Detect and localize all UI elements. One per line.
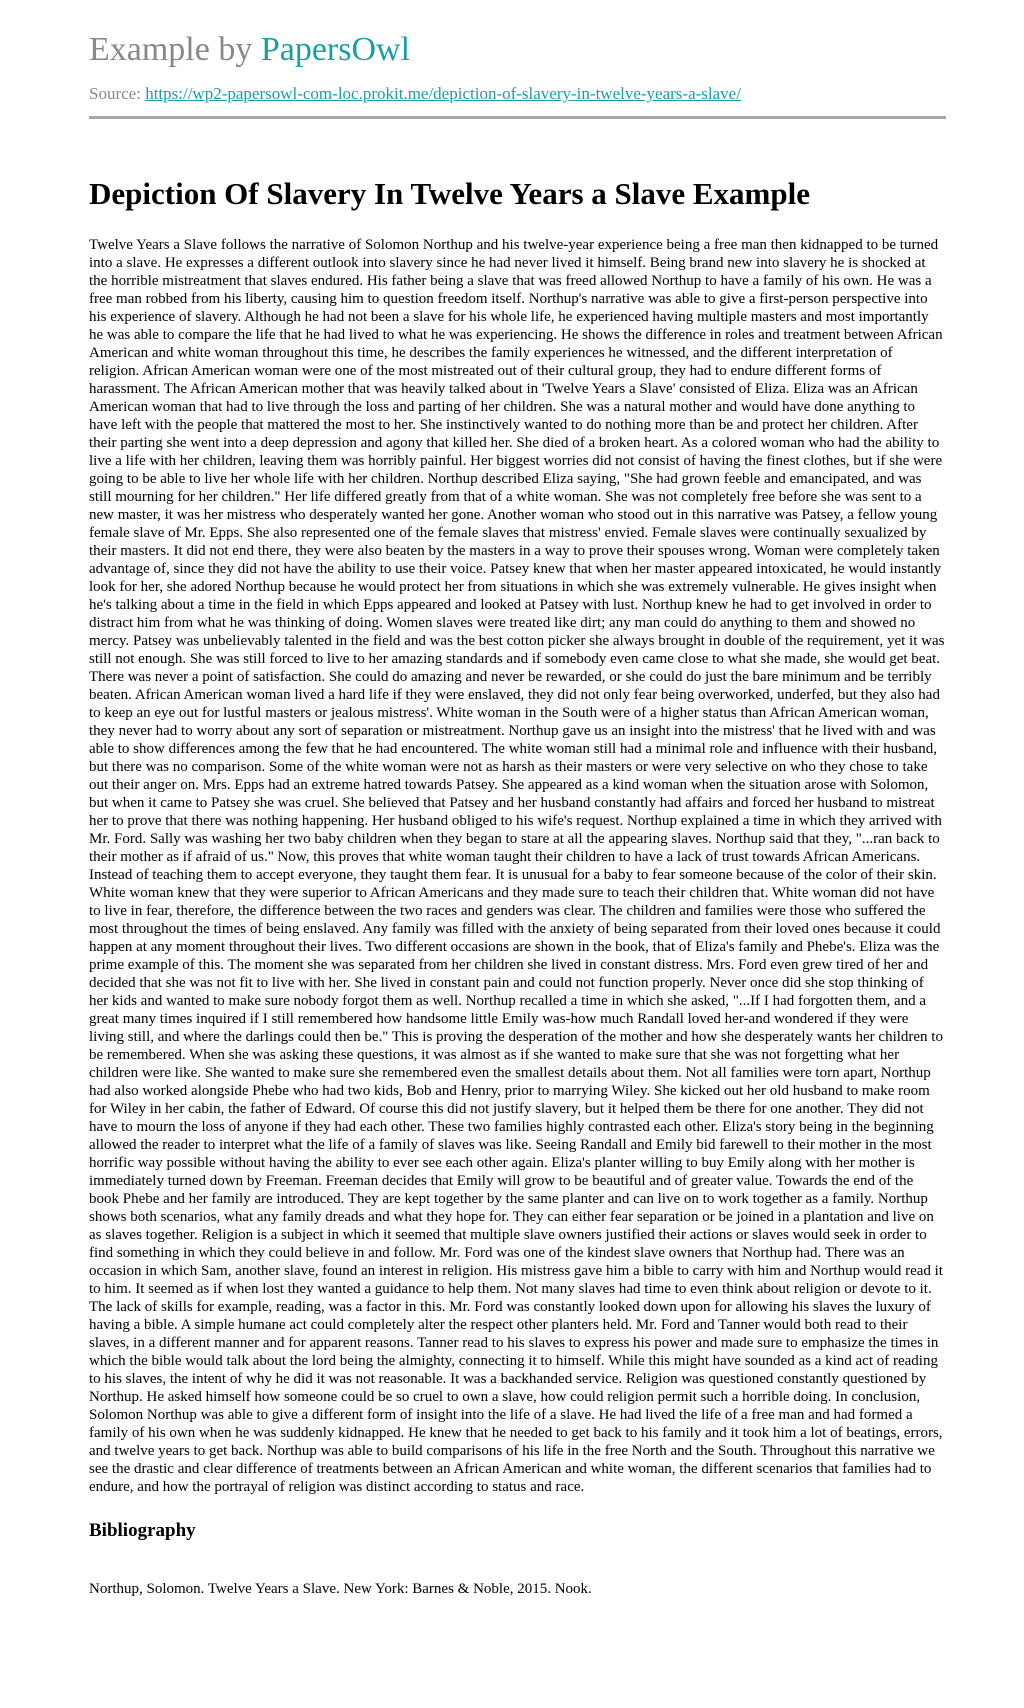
bibliography-list: [89, 1580, 946, 1598]
document-page: [89, 0, 946, 1598]
brand-prefix: Example by: [89, 31, 253, 68]
article-paragraph: Twelve Years a Slave follows the narrative of Solomon Northup and his twelve-year experience being a free man then kidnapped to be turned into a slave. He expresses a different outlook into slavery since he had never lived it himself. Being brand new into slavery he is shocked at the horrible mistreatment that slaves endured. His father being a slave that was freed allowed Northup to have a family of his own. He was a free man robbed from his liberty, causing him to question freedom itself. Northup's narrative was able to give a first-person perspective into his experience of slavery. Although he had not been a slave for his whole life, he experienced having multiple masters and most importantly he was able to compare the life that he had lived to what he was experiencing. He shows the difference in roles and treatment between African American and white woman throughout this time, he describes the family experiences he witnessed, and the different interpretation of religion. African American woman were one of the most mistreated out of their cultural group, they had to endure different forms of harassment. The African American mother that was heavily talked about in 'Twelve Years a Slave' consisted of Eliza. Eliza was an African American woman that had to live through the loss and parting of her children. She was a natural mother and would have done anything to have left with the people that mattered the most to her. She instinctively wanted to do nothing more than be and protect her children. After their parting she went into a deep depression and agony that killed her. She died of a broken heart. As a colored woman who had the ability to live a life with her children, leaving them was horribly painful. Her biggest worries did not consist of having the finest clothes, but if she were going to be able to live her whole life with her children. Northup described Eliza saying, "She had grown feeble and emancipated, and was still mourning for her children." Her life differed greatly from that of a white woman. She was not completely free before she was sent to a new master, it was her mistress who desperately wanted her gone. Another woman who stood out in this narrative was Patsey, a fellow young female slave of Mr. Epps. She also represented one of the female slaves that mistress' envied. Female slaves were continually sexualized by their masters. It did not end there, they were also beaten by the masters in a way to prove their spouses wrong. Woman were completely taken advantage of, since they did not have the ability to use their voice. Patsey knew that when her master appeared intoxicated, he would instantly look for her, she adored Northup because he would protect her from situations in which she was extremely vulnerable. He gives insight when he's talking about a time in the field in which Epps appeared and looked at Patsey with lust. Northup knew he had to get involved in order to distract him from what he was thinking of doing. Women slaves were treated like dirt; any man could do anything to them and showed no mercy. Patsey was unbelievably talented in the field and was the best cotton picker she always brought in double of the requirement, yet it was still not enough. She was still forced to live to her amazing standards and if somebody even came close to what she made, she would get beat. There was never a point of satisfaction. She could do amazing and never be rewarded, or she could do just the bare minimum and be terribly beaten. African American woman lived a hard life if they were enslaved, they did not only fear being overworked, underfed, but they also had to keep an eye out for lustful masters or jealous mistress'. White woman in the South were of a higher status than African American woman, they never had to worry about any sort of separation or mistreatment. Northup gave us an insight into the mistress' that he lived with and was able to show differences among the few that he had encountered. The white woman still had a minimal role and influence with their husband, but there was no comparison. Some of the white woman were not as harsh as their masters or were very selective on who they chose to take out their anger on. Mrs. Epps had an extreme hatred towards Patsey. She appeared as a kind woman when the situation arose with Solomon, but when it came to Patsey she was cruel. She believed that Patsey and her husband constantly had affairs and forced her husband to mistreat her to prove that there was nothing happening. Her husband obliged to his wife's request. Northup explained a time in which they arrived with Mr. Ford. Sally was washing her two baby children when they began to stare at all the appearing slaves. Northup said that they, "...ran back to their mother as if afraid of us." Now, this proves that white woman taught their children to have a lack of trust towards African Americans. Instead of teaching them to accept everyone, they taught them fear. It is unusual for a baby to fear someone because of the color of their skin. White woman knew that they were superior to African Americans and they made sure to teach their children that. White woman did not have to live in fear, therefore, the difference between the two races and genders was clear. The children and families were those who suffered the most throughout the times of being enslaved. Any family was filled with the anxiety of being separated from their loved ones because it could happen at any moment throughout their lives. Two different occasions are shown in the book, that of Eliza's family and Phebe's. Eliza was the prime example of this. The moment she was separated from her children she lived in constant distress. Mrs. Ford even grew tired of her and decided that she was not fit to live with her. She lived in constant pain and could not function properly. Never once did she stop thinking of her kids and wanted to make sure nobody forgot them as well. Northup recalled a time in which she asked, "...If I had forgotten them, and a great many times inquired if I still remembered how handsome little Emily was-how much Randall loved her-and wondered if they were living still, and where the darlings could then be." This is proving the desperation of the mother and how she desperately wants her children to be remembered. When she was asking these questions, it was almost as if she wanted to make sure that she was not forgetting what her children were like. She wanted to make sure she remembered even the smallest details about them. Not all families were torn apart, Northup had also worked alongside Phebe who had two kids, Bob and Henry, prior to marrying Wiley. She kicked out her old husband to make room for Wiley in her cabin, the father of Edward. Of course this did not justify slavery, but it helped them be there for one another. They did not have to mourn the loss of anyone if they had each other. These two families highly contrasted each other. Eliza's story being in the beginning allowed the reader to interpret what the life of a family of slaves was like. Seeing Randall and Emily bid farewell to their mother in the most horrific way possible without having the ability to ever see each other again. Eliza's planter willing to buy Emily along with her mother is immediately turned down by Freeman. Freeman decides that Emily will grow to be beautiful and of greater value. Towards the end of the book Phebe and her family are introduced. They are kept together by the same planter and can live on to work together as a family. Northup shows both scenarios, what any family dreads and what they hope for. They can either fear separation or be joined in a plantation and live on as slaves together. Religion is a subject in which it seemed that multiple slave owners justified their actions or slaves would seek in order to find something in which they could believe in and follow. Mr. Ford was one of the kindest slave owners that Northup had. There was an occasion in which Sam, another slave, found an interest in religion. His mistress gave him a bible to carry with him and Northup would read it to him. It seemed as if when lost they wanted a guidance to help them. Not many slaves had time to even think about religion or devote to it. The lack of skills for example, reading, was a factor in this. Mr. Ford was constantly looked down upon for allowing his slaves the luxury of having a bible. A simple humane act could completely alter the respect other planters held. Mr. Ford and Tanner would both read to their slaves, in a different manner and for apparent reasons. Tanner read to his slaves to express his power and made sure to emphasize the times in which the bible would talk about the lord being the almighty, connecting it to himself. While this might have sounded as a kind act of reading to his slaves, the intent of why he did it was not reasonable. It was a backhanded service. Religion was questioned constantly questioned by Northup. He asked himself how someone could be so cruel to own a slave, how could religion permit such a horrible doing. In conclusion, Solomon Northup was able to give a different form of insight into the life of a slave. He had lived the life of a free man and had formed a family of his own when he was suddenly kidnapped. He knew that he needed to get back to his family and it took him a lot of beatings, errors, and twelve years to get back. Northup was able to build comparisons of his life in the free North and the South. Throughout this narrative we see the drastic and clear difference of treatments between an African American and white woman, the different scenarios that families had to endure, and how the portrayal of religion was distinct according to status and race.: [89, 237, 945, 1495]
header-divider: [89, 116, 946, 119]
bibliography-entry: Northup, Solomon. Twelve Years a Slave. New York: Barnes & Noble, 2015. Nook.: [89, 1581, 592, 1597]
source-link[interactable]: https://wp2-papersowl-com-loc.prokit.me/depiction-of-slavery-in-twelve-years-a-slave/: [145, 84, 741, 103]
article-body: [89, 236, 946, 1496]
brand-name[interactable]: PapersOwl: [260, 31, 411, 68]
source-line: [89, 84, 946, 104]
bibliography-heading: Bibliography: [89, 1520, 196, 1541]
article-title: Depiction Of Slavery In Twelve Years a Slave Example: [89, 176, 810, 211]
source-label: Source:: [89, 84, 141, 103]
brand-header: [89, 0, 946, 70]
